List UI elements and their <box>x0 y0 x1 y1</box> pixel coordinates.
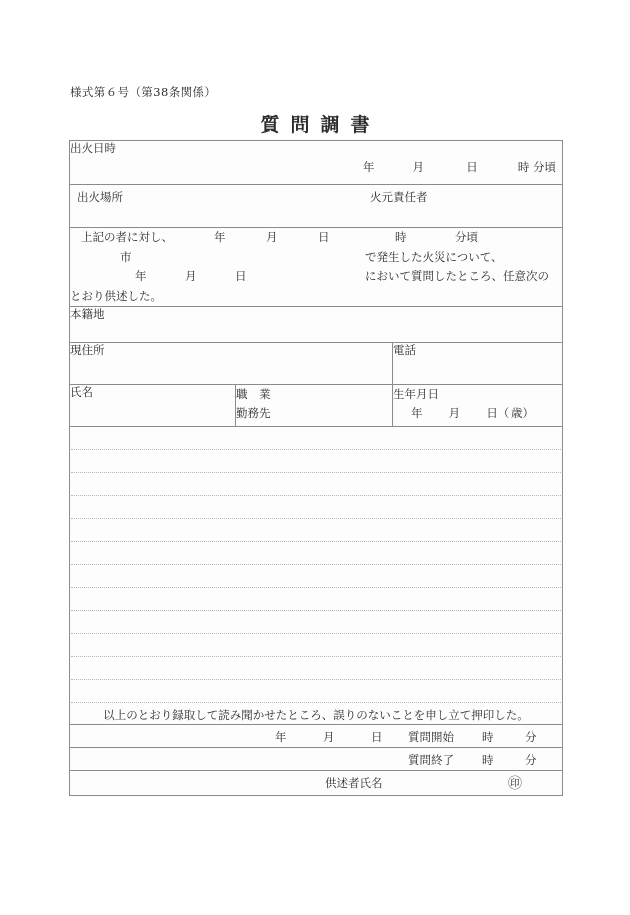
table-row-question-end <box>70 748 563 771</box>
table-row-fire-place <box>70 185 563 228</box>
closing-statement-cell <box>70 707 563 725</box>
seal-icon: ㊞ <box>508 776 522 792</box>
table-row-domicile <box>70 307 563 343</box>
narrative-l1-hour: 時 <box>395 230 407 244</box>
writing-rule <box>71 472 561 473</box>
birthdate-inputs <box>393 404 562 423</box>
deponent-name-label: 供述者氏名 <box>325 776 383 790</box>
narrative-l3-day: 日 <box>235 269 247 283</box>
birth-month-token: 月 <box>448 406 461 420</box>
birthdate-label: 生年月日 <box>393 387 439 401</box>
narrative-l3-month: 月 <box>185 269 197 283</box>
fire-datetime-cell[interactable] <box>70 141 563 185</box>
narrative-l3-year: 年 <box>135 269 147 283</box>
writing-rule <box>71 610 561 611</box>
occupation-cell[interactable] <box>236 385 393 427</box>
age-token: 歳） <box>510 406 534 420</box>
hour-token: 時 <box>517 160 530 174</box>
name-label: 氏名 <box>70 385 93 399</box>
question-start-label: 質問開始 <box>408 730 454 744</box>
fire-place-cell[interactable] <box>70 185 563 228</box>
question-start-cell[interactable] <box>70 725 563 748</box>
registered-domicile-cell[interactable] <box>70 307 563 343</box>
narrative-l1-minute: 分頃 <box>455 230 478 244</box>
writing-rule <box>71 679 561 680</box>
table-row-question-start <box>70 725 563 748</box>
birth-day-token: 日（ <box>486 406 510 420</box>
closing-statement-text: 以上のとおり録取して読み聞かせたところ、誤りのないことを申し立て押印した。 <box>103 708 529 722</box>
narrative-l1-month: 月 <box>266 230 278 244</box>
closing-month-token: 月 <box>323 730 335 744</box>
month-token: 月 <box>412 160 425 174</box>
writing-rule <box>71 656 561 657</box>
narrative-lead: 上記の者に対し、 <box>81 230 173 244</box>
table-row-statement-area <box>70 427 563 708</box>
fire-place-label: 出火場所 <box>77 190 123 204</box>
narrative-l4: とおり供述した。 <box>70 288 162 303</box>
question-end-cell[interactable] <box>70 748 563 771</box>
current-address-cell[interactable] <box>70 343 393 385</box>
narrative-line-1 <box>70 228 562 248</box>
question-end-label: 質問終了 <box>408 753 454 767</box>
writing-rule <box>71 587 561 588</box>
narrative-line-3 <box>70 267 562 287</box>
statement-writing-area[interactable] <box>70 427 563 708</box>
question-start-hour: 時 <box>482 730 494 744</box>
narrative-line-4 <box>70 287 562 307</box>
table-row-narrative <box>70 228 563 307</box>
writing-rule <box>71 541 561 542</box>
table-row-signature <box>70 771 563 796</box>
narrative-line-2 <box>70 248 562 268</box>
day-token: 日 <box>466 160 478 174</box>
year-token: 年 <box>362 160 375 174</box>
table-row-address <box>70 343 563 385</box>
telephone-cell[interactable] <box>393 343 563 385</box>
workplace-label: 勤務先 <box>236 406 271 420</box>
closing-day-token: 日 <box>371 730 383 744</box>
writing-rule <box>71 449 561 450</box>
question-end-hour: 時 <box>482 753 494 767</box>
fire-datetime-label: 出火日時 <box>70 141 116 155</box>
birth-year-token: 年 <box>411 406 423 420</box>
registered-domicile-label: 本籍地 <box>70 307 105 321</box>
narrative-city-token: 市 <box>120 249 132 264</box>
page-title: 質問調書 <box>260 114 381 136</box>
writing-rule <box>71 518 561 519</box>
form-number: 様式第６号（第38条関係） <box>70 85 217 99</box>
occupation-label: 職 業 <box>236 387 271 401</box>
narrative-l3-tail: において質問したところ、任意次の <box>365 269 549 283</box>
question-end-minute: 分 <box>525 753 537 767</box>
minute-token: 分頃 <box>533 160 557 174</box>
question-start-minute: 分 <box>525 730 537 744</box>
table-row-person <box>70 385 563 427</box>
telephone-label: 電話 <box>393 343 416 357</box>
current-address-label: 現住所 <box>70 343 105 357</box>
table-row-closing-statement <box>70 707 563 725</box>
closing-year-token: 年 <box>275 730 287 744</box>
signature-cell[interactable] <box>70 771 563 796</box>
writing-rule <box>71 633 561 634</box>
narrative-l2-tail: で発生した火災について、 <box>365 249 503 264</box>
fire-datetime-inputs <box>70 159 562 175</box>
table-row-fire-datetime <box>70 141 563 185</box>
writing-rule <box>71 495 561 496</box>
narrative-l1-day: 日 <box>318 230 330 244</box>
writing-rule <box>71 564 561 565</box>
writing-rule <box>71 702 561 703</box>
name-cell[interactable] <box>70 385 236 427</box>
question-record-table <box>69 140 563 796</box>
narrative-l1-year: 年 <box>214 230 226 244</box>
narrative-cell[interactable] <box>70 228 563 307</box>
fire-responsible-label: 火元責任者 <box>370 190 428 204</box>
birthdate-cell[interactable] <box>393 385 563 427</box>
